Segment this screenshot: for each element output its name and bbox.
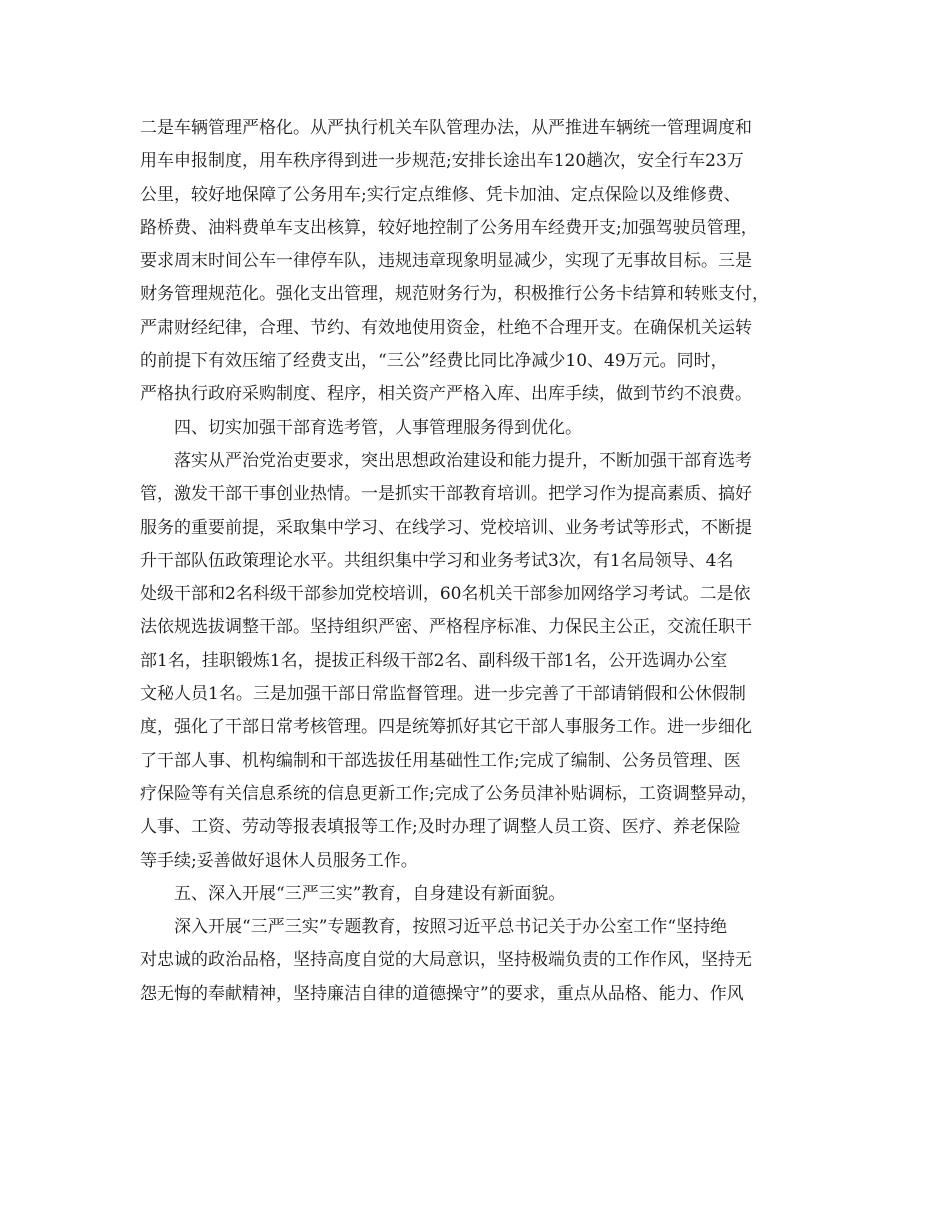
text-line: 四、切实加强干部育选考管，人事管理服务得到优化。 (174, 417, 582, 438)
document-body (140, 112, 820, 1011)
text-line: 升干部队伍政策理论水平。共组织集中学习和业务考试3次，有1名局领导、4名 (140, 550, 734, 571)
text-line: 等手续;妥善做好退休人员服务工作。 (140, 850, 418, 871)
text-line: 财务管理规范化。强化支出管理，规范财务行为，积极推行公务卡结算和转账支付， (140, 284, 769, 305)
text-line: 部1名，挂职锻炼1名，提拔正科级干部2名、副科级干部1名，公开选调办公室 (140, 650, 728, 671)
text-line: 公里，较好地保障了公务用车;实行定点维修、凭卡加油、定点保险以及维修费、 (140, 184, 741, 205)
text-line: 度，强化了干部日常考核管理。四是统筹抓好其它干部人事服务工作。进一步细化 (140, 717, 752, 738)
text-line: 用车申报制度，用车秩序得到进一步规范;安排长途出车120趟次，安全行车23万 (140, 151, 744, 172)
text-line: 服务的重要前提，采取集中学习、在线学习、党校培训、业务考试等形式，不断提 (140, 517, 752, 538)
text-line: 落实从严治党治吏要求，突出思想政治建设和能力提升，不断加强干部育选考 (174, 450, 752, 471)
text-line: 深入开展“三严三实”专题教育，按照习近平总书记关于办公室工作“坚持绝 (174, 917, 728, 938)
text-line: 严肃财经纪律，合理、节约、有效地使用资金，杜绝不合理开支。在确保机关运转 (140, 317, 752, 338)
text-line: 管，激发干部干事创业热情。一是抓实干部教育培训。把学习作为提高素质、搞好 (140, 484, 752, 505)
text-line: 文秘人员1名。三是加强干部日常监督管理。进一步完善了干部请销假和公休假制 (140, 684, 746, 705)
text-line: 五、深入开展“三严三实”教育，自身建设有新面貌。 (174, 883, 566, 904)
text-line: 了干部人事、机构编制和干部选拔任用基础性工作;完成了编制、公务员管理、医 (140, 750, 741, 771)
text-line: 严格执行政府采购制度、程序，相关资产严格入库、出库手续，做到节约不浪费。 (140, 384, 752, 405)
text-line: 二是车辆管理严格化。从严执行机关车队管理办法，从严推进车辆统一管理调度和 (140, 118, 752, 138)
text-line: 处级干部和2名科级干部参加党校培训，60名机关干部参加网络学习考试。二是依 (140, 584, 751, 605)
text-line: 对忠诚的政治品格，坚持高度自觉的大局意识，坚持极端负责的工作作风，坚持无 (140, 950, 752, 971)
text-line: 疗保险等有关信息系统的信息更新工作;完成了公务员津补贴调标，工资调整异动， (140, 783, 758, 804)
text-line: 要求周末时间公车一律停车队，违规违章现象明显减少，实现了无事故目标。三是 (140, 251, 752, 272)
text-line: 人事、工资、劳动等报表填报等工作;及时办理了调整人员工资、医疗、养老保险 (140, 817, 741, 838)
text-line: 路桥费、油料费单车支出核算，较好地控制了公务用车经费开支;加强驾驶员管理， (140, 217, 758, 238)
text-line: 怨无悔的奉献精神，坚持廉洁自律的道德操守”的要求，重点从品格、能力、作风 (140, 983, 744, 1004)
text-line: 法依规选拔调整干部。坚持组织严密、严格程序标准、力保民主公正，交流任职干 (140, 617, 752, 638)
text-line: 的前提下有效压缩了经费支出，“三公”经费比同比净减少10、49万元。同时， (140, 351, 728, 372)
